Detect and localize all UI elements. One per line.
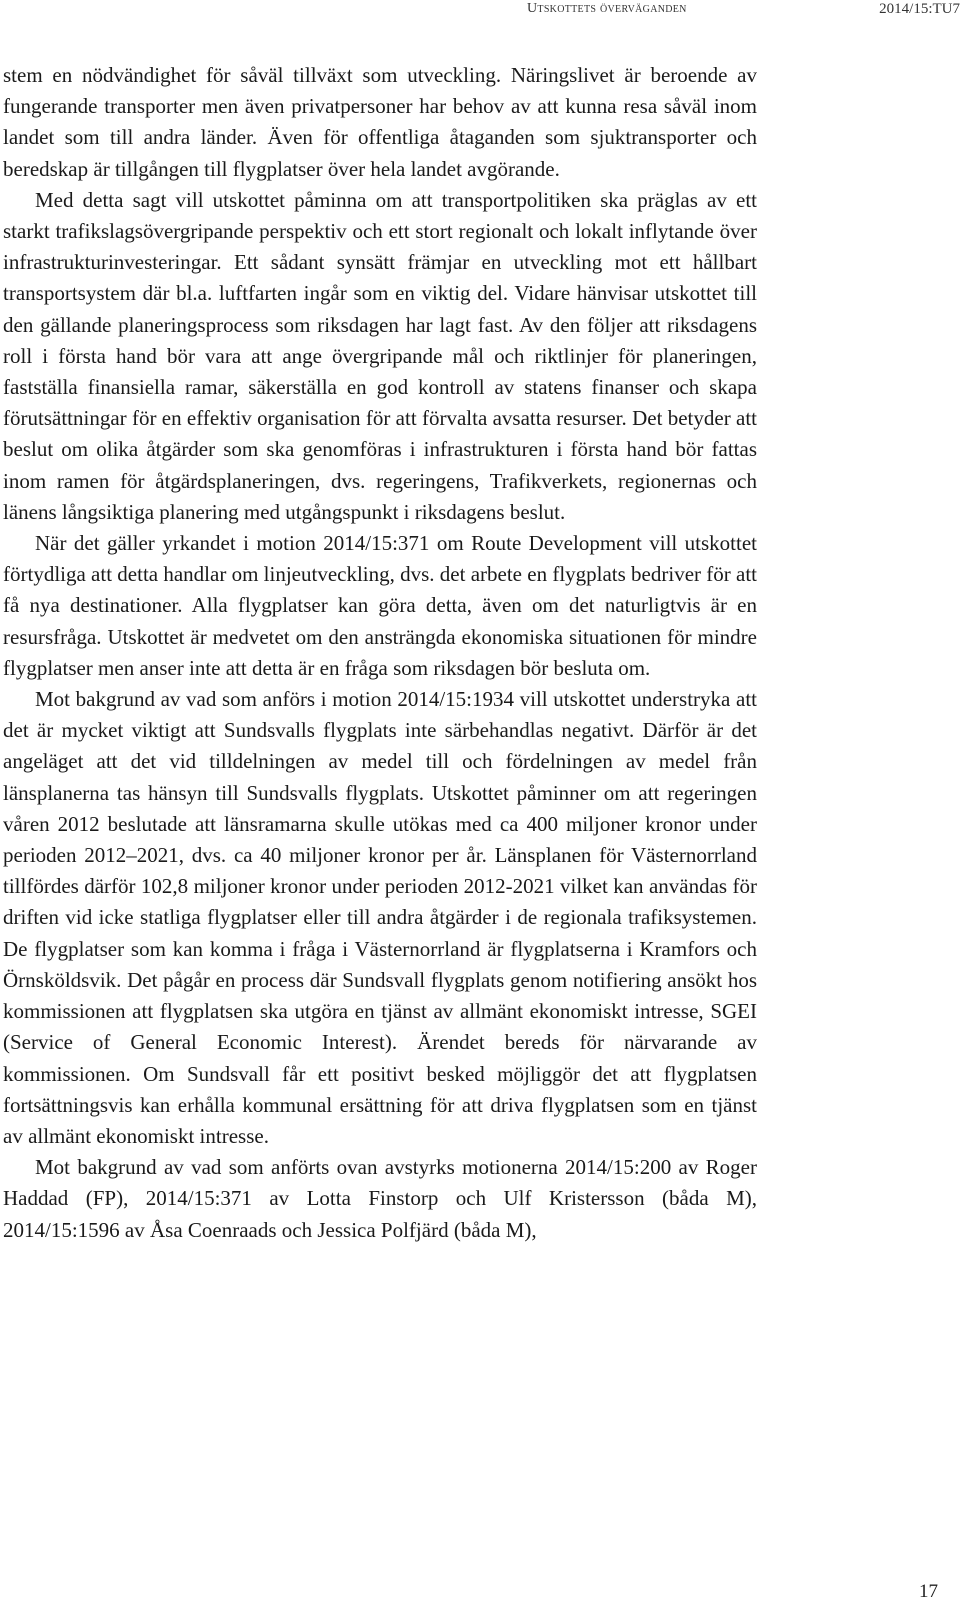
paragraph-sundsvall-airport: Mot bakgrund av vad som anförs i motion 2014/15:1934 vill utskottet understryka att det är mycket viktigt att Sundsvalls flygplats inte särbehandlas negativt. Därför är det angeläget att det vid tilldelningen av medel till och fördelningen av medel från länsplanerna tas hänsyn till Sundsvalls flygplats. Utskottet påminner om att regeringen våren 2012 beslutade att länsramarna skulle utökas med ca 400 miljoner kronor under perioden 2012–2021, dvs. ca 40 miljoner kronor per år. Länsplanen för Västernorrland tillfördes därför 102,8 miljoner kronor under perioden 2012-2021 vilket kan användas för driften vid icke statliga flygplatser eller till andra åtgärder i de regionala trafiksystemen. De flygplatser som kan komma i fråga i Västernorrland är flygplatserna i Kramfors och Örnsköldsvik. Det pågår en process där Sundsvall flygplats genom notifiering ansökt hos kommissionen att flygplatsen ska utgöra en tjänst av allmänt ekonomiskt intresse, SGEI (Service of General Economic Interest). Ärendet bereds för närvarande av kommissionen. Om Sundsvall får ett positivt besked möjliggör det att flygplatsen fortsättningsvis kan erhålla kommunal ersättning för att driva flygplatsen som en tjänst av allmänt ekonomiskt intresse. — [3, 687, 757, 1148]
paragraph-transport-policy: Med detta sagt vill utskottet påminna om att transportpolitiken ska präglas av ett starkt trafikslagsövergripande perspektiv och ett stort regionalt och lokalt inflytande över infrastrukturinvesteringar. Ett sådant synsätt främjar en utveckling mot ett hållbart transportsystem där bl.a. luftfarten ingår som en viktig del. Vidare hänvisar utskottet till den gällande planeringsprocess som riksdagen har lagt fast. Av den följer att riksdagens roll i första hand bör vara att ange övergripande mål och riktlinjer för planeringen, fastställa finansiella ramar, säkerställa en god kontroll av statens finanser och skapa förutsättningar för en effektiv organisation för att förvalta avsatta resurser. Det betyder att beslut om olika åtgärder som ska genomföras i infrastrukturen i första hand bör fattas inom ramen för åtgärdsplaneringen, dvs. regeringens, Trafikverkets, regionernas och länens långsiktiga planering med utgångspunkt i riksdagens beslut. — [3, 187, 757, 524]
paragraph-motions-rejected: Mot bakgrund av vad som anförts ovan avstyrks motionerna 2014/15:200 av Roger Haddad (FP), 2014/15:371 av Lotta Finstorp och Ulf Kristersson (båda M), 2014/15:1596 av Åsa Coenraads och Jessica Polfjärd (båda M), — [3, 1155, 757, 1242]
document-id: 2014/15:TU7 — [879, 1, 960, 17]
body-text — [3, 60, 757, 1246]
running-header — [0, 0, 960, 24]
page-number: 17 — [919, 1581, 938, 1602]
paragraph-route-development: När det gäller yrkandet i motion 2014/15:371 om Route Development vill utskottet förtydliga att detta handlar om linjeutveckling, dvs. det arbete en flygplats bedriver för att få nya destinationer. Alla flygplatser kan göra detta, även om det naturligtvis är en resursfråga. Utskottet är medvetet om den ansträngda ekonomiska situationen för mindre flygplatser men anser inte att detta är en fråga som riksdagen bör besluta om. — [3, 531, 758, 680]
section-title: Utskottets överväganden — [527, 1, 687, 16]
paragraph-continuation: stem en nödvändighet för såväl tillväxt som utveckling. Näringslivet är beroende av fungerande transporter men även privatpersoner har behov av att kunna resa såväl inom landet som till andra länder. Även för offentliga åtaganden som sjuktransporter och beredskap är tillgången till flygplatser över hela landet avgörande. — [3, 63, 757, 181]
